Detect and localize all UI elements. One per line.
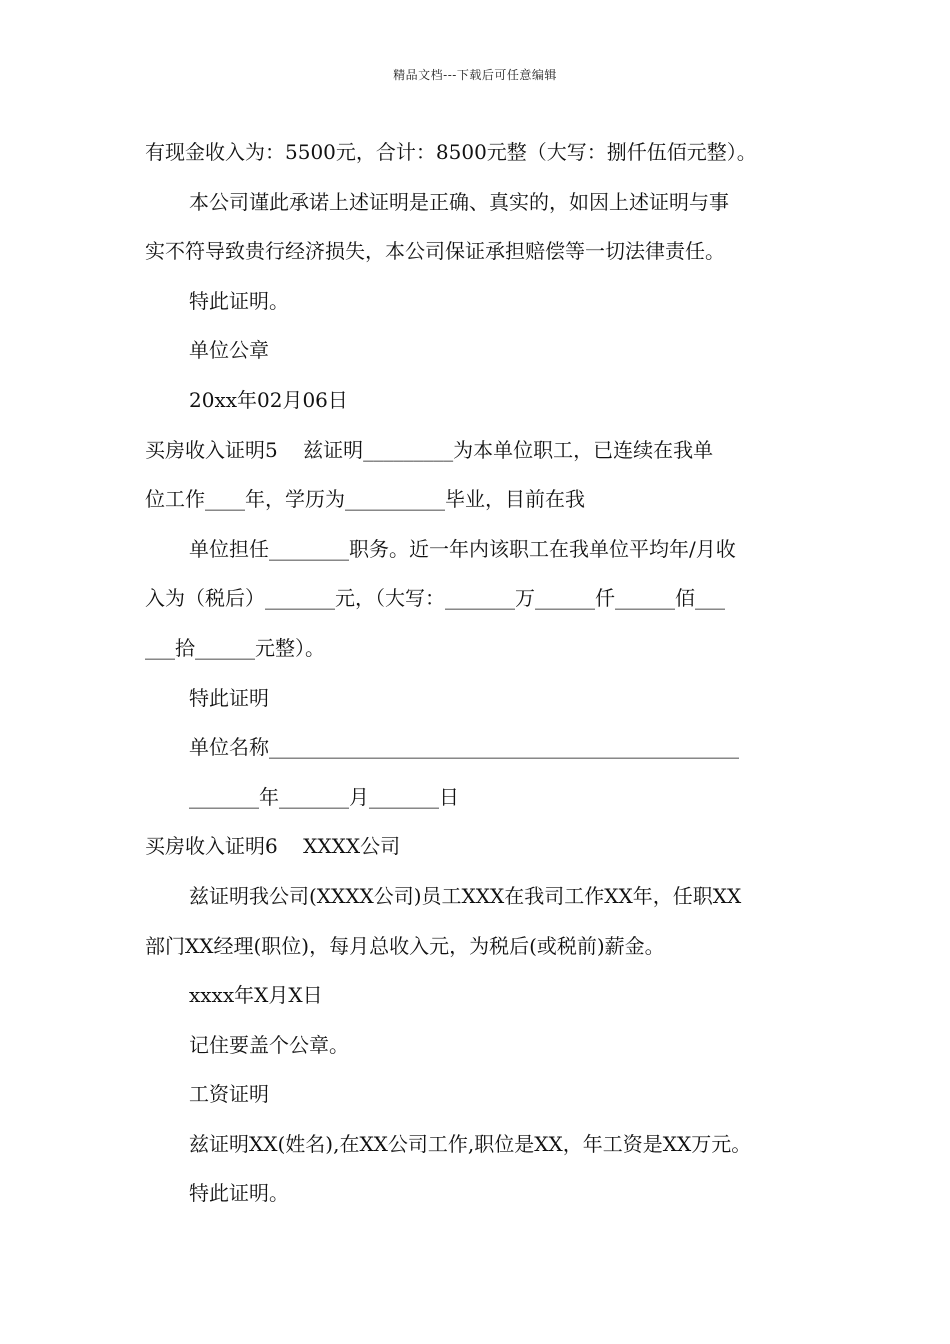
paragraph-line: 工资证明 (189, 1082, 269, 1107)
paragraph-line: 特此证明。 (189, 1181, 289, 1206)
paragraph-line: 实不符导致贵行经济损失，本公司保证承担赔偿等一切法律责任。 (145, 239, 725, 264)
paragraph-line: 单位担任________职务。近一年内该职工在我单位平均年/月收 (189, 536, 736, 561)
paragraph-line: 兹证明我公司(XXXX公司)员工XXX在我司工作XX年，任职XX (189, 883, 742, 908)
paragraph-line: 有现金收入为：5500元，合计：8500元整（大写：捌仟伍佰元整）。 (145, 140, 757, 164)
paragraph-line: 买房收入证明5 兹证明_________为本单位职工，已连续在我单 (145, 437, 714, 462)
paragraph-line: 20xx年02月06日 (189, 387, 348, 412)
document-body (145, 128, 815, 1219)
paragraph-line: 买房收入证明6 XXXX公司 (145, 834, 401, 859)
paragraph-line: 特此证明 (189, 685, 269, 710)
paragraph-line: 兹证明XX(姓名),在XX公司工作,职位是XX，年工资是XX万元。 (189, 1131, 752, 1156)
paragraph-line: 位工作____年，学历为__________毕业，目前在我 (145, 487, 585, 512)
paragraph-line: 部门XX经理(职位)，每月总收入元，为税后(或税前)薪金。 (145, 933, 665, 958)
paragraph-line: 特此证明。 (189, 288, 289, 313)
paragraph-line: 单位名称_______________________________________________ (189, 735, 739, 760)
paragraph-line: 本公司谨此承诺上述证明是正确、真实的，如因上述证明与事 (189, 189, 729, 214)
page-header: 精品文档---下载后可任意编辑 (393, 68, 557, 82)
paragraph-line: xxxx年X月X日 (189, 983, 323, 1008)
paragraph-line: ___拾______元整）。 (145, 635, 325, 660)
paragraph-line: 入为（税后）_______元，（大写：_______万______仟______佰___ (145, 586, 725, 611)
paragraph-line: _______年_______月_______日 (189, 784, 459, 809)
paragraph-line: 记住要盖个公章。 (189, 1032, 349, 1057)
paragraph-line: 单位公章 (189, 338, 269, 363)
